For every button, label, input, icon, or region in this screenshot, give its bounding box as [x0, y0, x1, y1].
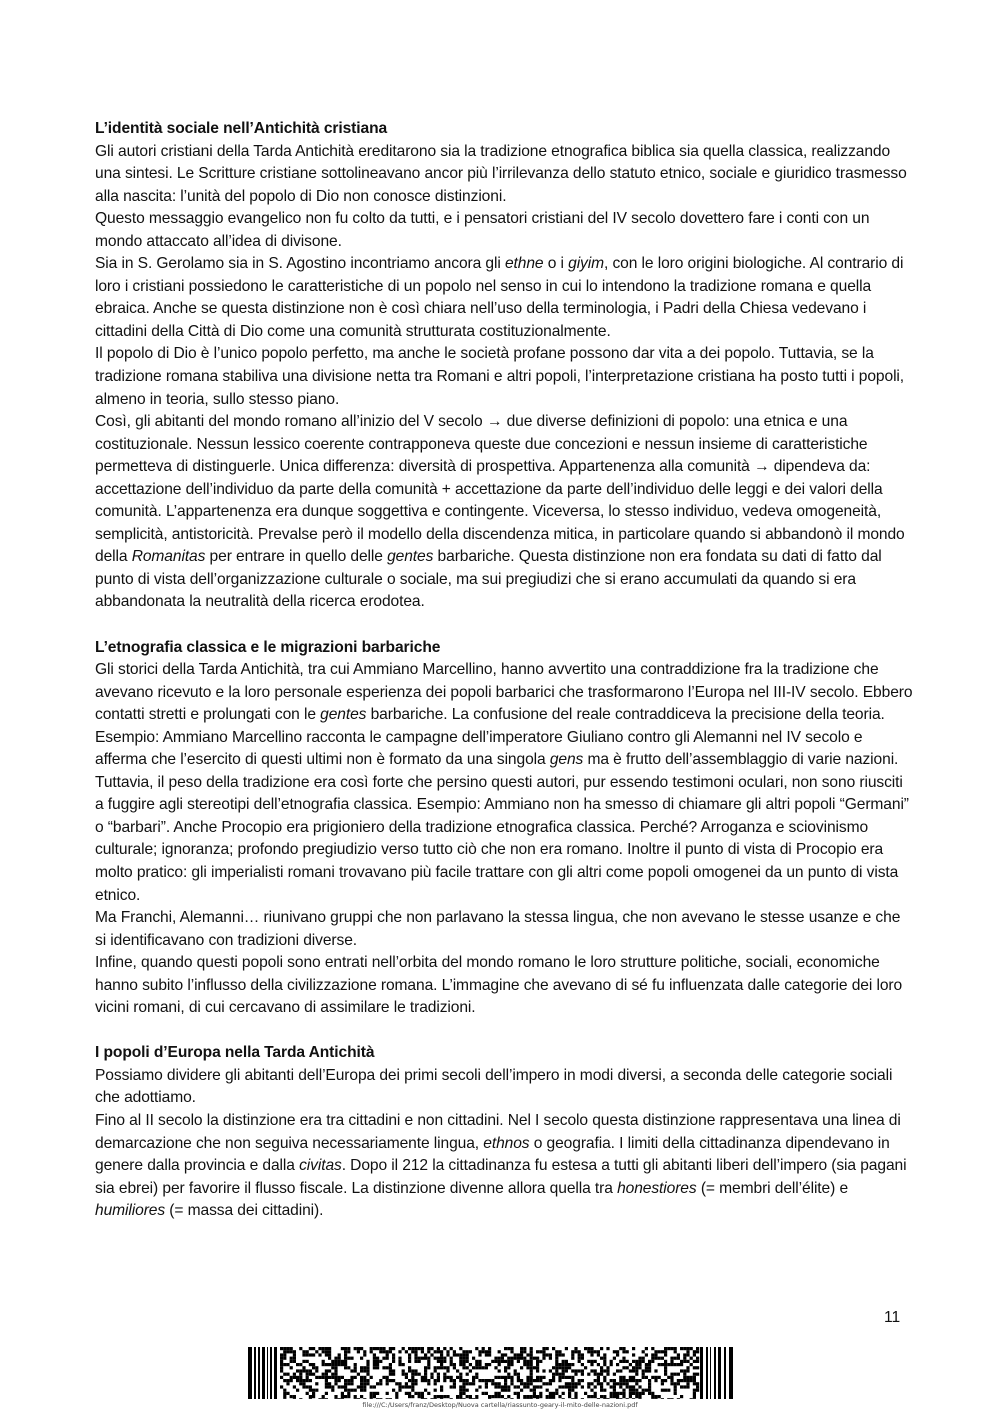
paragraph — [95, 253, 915, 343]
section-heading: I popoli d’Europa nella Tarda Antichità — [95, 1044, 375, 1062]
italic-term: gentes — [320, 706, 367, 724]
italic-term: Romanitas — [131, 548, 206, 566]
text-run: barbariche. La confusione del reale contraddiceva la precisione della teoria. Esempio: Ammiano Marcellino racconta le campagne dell’imperatore Giuliano contro gli Alemanni nel IV secolo e afferma che l’esercito di questi ultimi non è formato da una singola — [95, 706, 885, 769]
text-run: Gli autori cristiani della Tarda Antichità ereditarono sia la tradizione etnografica biblica sia quella classica, realizzando una sintesi. Le Scritture cristiane sottolineavano ancor più l’irrilevanza dello statuto etnico, sociale e giuridico trasmesso alla nascita: l’unità del popolo di Dio non conosce distinzioni. — [95, 142, 907, 205]
section — [95, 118, 915, 614]
text-run: ma è frutto dell’assemblaggio di varie nazioni. — [583, 751, 899, 769]
paragraph — [95, 343, 915, 411]
paragraph — [95, 1110, 915, 1223]
italic-term: civitas — [299, 1157, 342, 1175]
text-run: Questo messaggio evangelico non fu colto da tutti, e i pensatori cristiani del IV secolo dovettero fare i conti con un mondo attaccato all’idea di divisone. — [95, 210, 870, 250]
text-run: Così, gli abitanti del mondo romano all’inizio del V secolo → due diverse definizioni di popolo: una etnica e una costituzionale. Nessun lessico coerente contrapponeva queste due concezioni e nessun insieme di caratteristiche permetteva di distinguerle. Unica differenza: diversità di prospettiva. Appartenenza alla comunità → dipendeva da: accettazione dell’individuo da parte della comunità + accettazione da parte dell’individuo delle leggi e dei valori della comunità. L’appartenenza era dunque soggettiva e contingente. Viceversa, lo stesso individuo, vedeva omogeneità, semplicità, antistoricità. Prevalse però il modello della discendenza mitica, in particolare quando si abbandonò il mondo della — [95, 413, 905, 566]
section — [95, 1042, 915, 1222]
paragraph — [95, 1065, 915, 1110]
text-run: Sia in S. Gerolamo sia in S. Agostino incontriamo ancora gli — [95, 255, 505, 273]
text-run: Infine, quando questi popoli sono entrati nell’orbita del mondo romano le loro strutture politiche, sociali, economiche hanno subito l’influsso della civilizzazione romana. L’immagine che avevano di sé fu influenzata dalle categorie dei loro vicini romani, di cui cercavano di assimilare le tradizioni. — [95, 954, 903, 1017]
text-run: Ma Franchi, Alemanni… riunivano gruppi che non parlavano la stessa lingua, che non avevano le stesse usanze e che si identificavano con tradizioni diverse. — [95, 909, 901, 949]
text-run: o i — [543, 255, 569, 273]
text-run: o geografia. I limiti della cittadinanza dipendevano in genere dalla provincia e dalla — [95, 1134, 890, 1175]
section-heading: L’identità sociale nell’Antichità cristiana — [95, 120, 388, 137]
italic-term: ethne — [504, 255, 544, 273]
page-number: 11 — [884, 1309, 901, 1326]
text-run: per entrare in quello delle — [205, 548, 388, 566]
italic-term: giyim — [568, 255, 605, 273]
paragraph — [95, 907, 915, 952]
paragraph — [95, 411, 915, 614]
text-run: Gli storici della Tarda Antichità, tra cui Ammiano Marcellino, hanno avvertito una contraddizione fra la tradizione che avevano ricevuto e la loro personale esperienza dei popoli barbarici che trasformarono l’Europa nel III-IV secolo. Ebbero contatti stretti e prolungati con le — [95, 661, 913, 724]
text-run: barbariche. Questa distinzione non era fondata su dati di fatto dal punto di vista dell’organizzazione culturale o sociale, ma sui pregiudizi che si erano accumulati da quando si era abbandonata la neutralità della ricerca erodotea. — [95, 548, 882, 611]
paragraph — [95, 659, 915, 772]
barcode-image — [248, 1347, 734, 1399]
paragraph — [95, 141, 915, 209]
italic-term: humiliores — [95, 1202, 166, 1220]
paragraph — [95, 772, 915, 907]
italic-term: honestiores — [617, 1179, 697, 1197]
section-heading: L’etnografia classica e le migrazioni barbariche — [95, 638, 441, 656]
italic-term: gens — [549, 751, 584, 769]
text-run: Il popolo di Dio è l’unico popolo perfetto, ma anche le società profane possono dar vita a dei popolo. Tuttavia, se la tradizione romana stabiliva una divisione netta tra Romani e altri popoli, l’interpretazione cristiana ha posto tutti i popoli, almeno in teoria, sullo stesso piano. — [95, 345, 905, 408]
text-run: Fino al II secolo la distinzione era tra cittadini e non cittadini. Nel I secolo questa distinzione rappresentava una linea di demarcazione che non seguiva necessariamente lingua, — [95, 1111, 901, 1152]
text-run: . Dopo il 212 la cittadinanza fu estesa a tutti gli abitanti liberi dell’impero (sia pagani sia ebrei) per favorire il flusso fiscale. La distinzione divenne allora quella tra — [95, 1157, 907, 1197]
file-path-footer: file:///C:/Users/franz/Desktop/Nuova cartella/riassunto-geary-il-mito-delle-nazioni.pdf — [362, 1401, 638, 1409]
text-run: (= massa dei cittadini). — [165, 1202, 324, 1220]
document-body — [95, 118, 915, 1223]
text-run: Tuttavia, il peso della tradizione era così forte che persino questi autori, pur essendo testimoni oculari, non sono riusciti a fuggire agli stereotipi dell’etnografia classica. Esempio: Ammiano non ha smesso di chiamare gli altri popoli “Germani” o “barbari”. Anche Procopio era prigioniero della tradizione etnografica classica. Perché? Arroganza e sciovinismo culturale; ignoranza; profondo pregiudizio verso tutto ciò che non era romano. Inoltre il punto di vista di Procopio era molto pratico: gli imperialisti romani trovavano più facile trattare con gli altri come popoli omogenei da un punto di vista etnico. — [95, 773, 909, 904]
paragraph — [95, 208, 915, 253]
paragraph — [95, 952, 915, 1020]
text-run: (= membri dell’élite) e — [696, 1179, 849, 1197]
text-run: , con le loro origini biologiche. Al contrario di loro i cristiani possiedono le caratteristiche di un popolo nel senso in cui lo intendono la tradizione romana e quella ebraica. Anche se questa distinzione non è così chiara nell’uso della terminologia, i Padri della Chiesa vedevano i cittadini della Città di Dio come una comunità strutturata costituzionalmente. — [95, 255, 904, 340]
text-run: Possiamo dividere gli abitanti dell’Europa dei primi secoli dell’impero in modi diversi, a seconda delle categorie sociali che adottiamo. — [95, 1066, 893, 1107]
italic-term: gentes — [387, 548, 434, 566]
section — [95, 637, 915, 1020]
italic-term: ethnos — [483, 1134, 530, 1152]
